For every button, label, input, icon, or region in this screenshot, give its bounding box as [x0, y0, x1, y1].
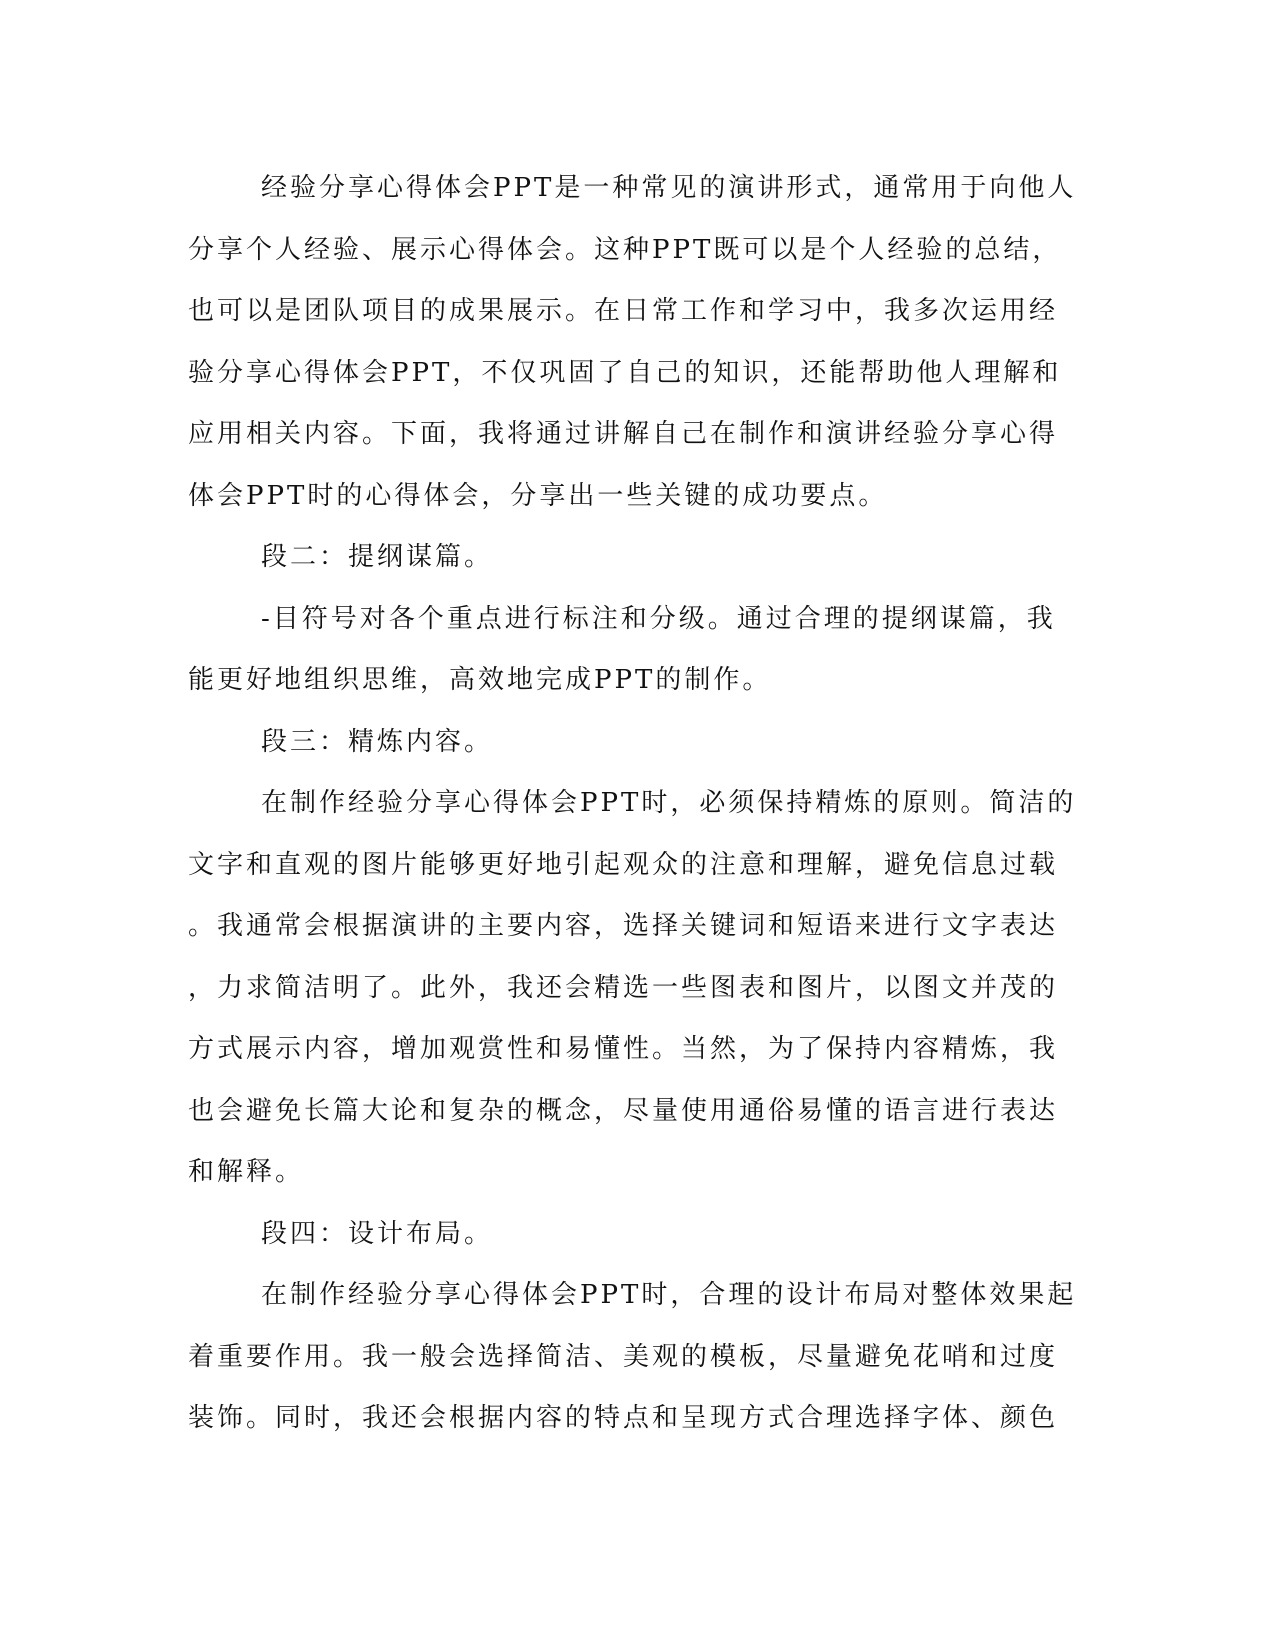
document-body	[188, 158, 1088, 1450]
paragraph-2-line-1: -目符号对各个重点进行标注和分级。通过合理的提纲谋篇，我	[261, 603, 1056, 634]
paragraph-3-line-1: 在制作经验分享心得体会PPT时，必须保持精炼的原则。简洁的	[261, 788, 1077, 818]
section-heading-2: 段二：提纲谋篇。	[261, 542, 494, 572]
paragraph-4-line-3: 装饰。同时，我还会根据内容的特点和呈现方式合理选择字体、颜色	[188, 1403, 1059, 1433]
paragraph-1-line-2: 分享个人经验、展示心得体会。这种PPT既可以是个人经验的总结，	[188, 234, 1062, 265]
paragraph-4-line-1: 在制作经验分享心得体会PPT时，合理的设计布局对整体效果起	[261, 1280, 1077, 1310]
paragraph-4-line-2: 着重要作用。我一般会选择简洁、美观的模板，尽量避免花哨和过度	[188, 1341, 1059, 1372]
paragraph-3-line-5: 方式展示内容，增加观赏性和易懂性。当然，为了保持内容精炼，我	[188, 1034, 1059, 1064]
paragraph-3-line-2: 文字和直观的图片能够更好地引起观众的注意和理解，避免信息过载	[188, 849, 1059, 880]
paragraph-2-line-2: 能更好地组织思维，高效地完成PPT的制作。	[188, 665, 772, 695]
paragraph-3-line-6: 也会避免长篇大论和复杂的概念，尽量使用通俗易懂的语言进行表达	[188, 1095, 1059, 1126]
paragraph-1-line-1: 经验分享心得体会PPT是一种常见的演讲形式，通常用于向他人	[261, 173, 1077, 203]
section-heading-4: 段四：设计布局。	[261, 1218, 494, 1249]
paragraph-1-line-3: 也可以是团队项目的成果展示。在日常工作和学习中，我多次运用经	[188, 296, 1059, 326]
paragraph-1-line-5: 应用相关内容。下面，我将通过讲解自己在制作和演讲经验分享心得	[188, 419, 1059, 449]
paragraph-3-line-4: ，力求简洁明了。此外，我还会精选一些图表和图片，以图文并茂的	[188, 972, 1059, 1003]
paragraph-1-line-4: 验分享心得体会PPT，不仅巩固了自己的知识，还能帮助他人理解和	[188, 357, 1062, 388]
paragraph-3-line-7: 和解释。	[188, 1157, 305, 1187]
paragraph-3-line-3: 。我通常会根据演讲的主要内容，选择关键词和短语来进行文字表达	[188, 911, 1059, 941]
section-heading-3: 段三：精炼内容。	[261, 726, 494, 757]
paragraph-1-line-6: 体会PPT时的心得体会，分享出一些关键的成功要点。	[188, 480, 888, 511]
